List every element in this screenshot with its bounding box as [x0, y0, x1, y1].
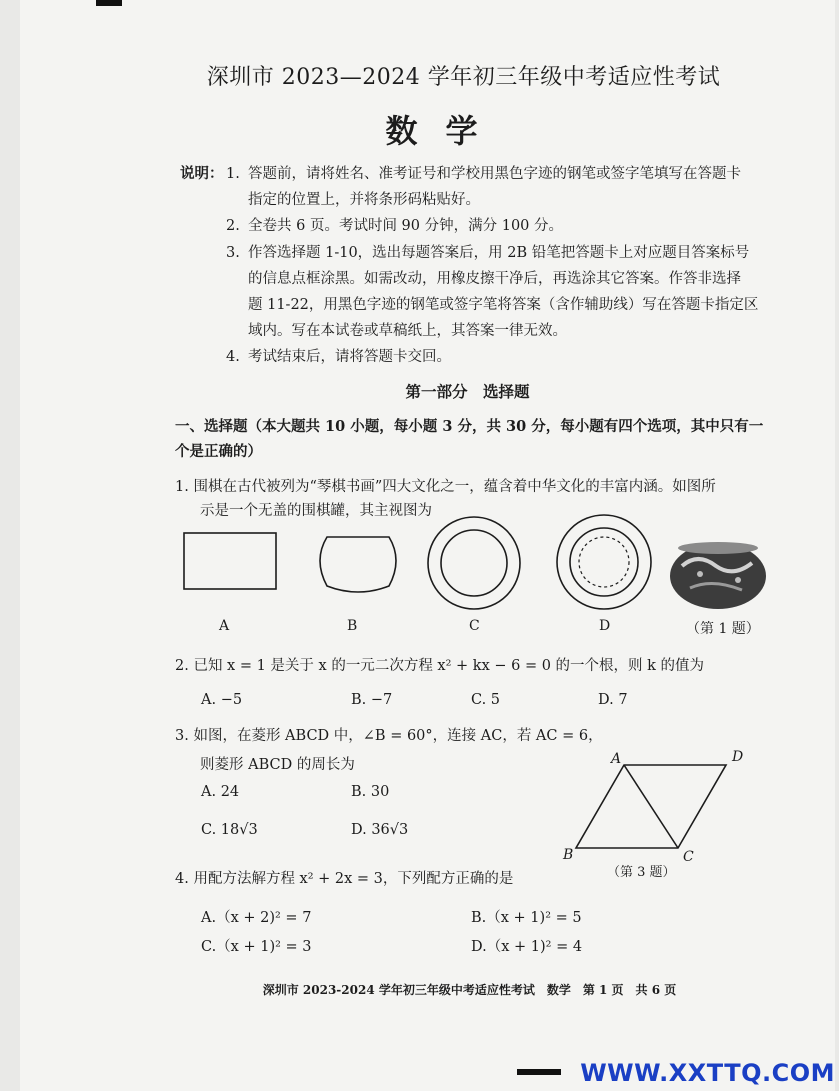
vertex-d-label: D: [732, 749, 744, 765]
instruction-line: 考试结束后，请将答题卡交回。: [248, 349, 451, 365]
q2-option-b: B. −7: [351, 692, 393, 708]
registration-mark-bottom: [517, 1069, 561, 1075]
subject-heading: 数学: [385, 112, 506, 150]
q3-option-d: D. 36√3: [351, 822, 409, 838]
instruction-line: 作答选择题 1-10，选出每题答案后，用 2B 铅笔把答题卡上对应题目答案标号: [248, 245, 750, 261]
page-footer: 深圳市 2023-2024 学年初三年级中考适应性考试 数学 第 1 页 共 6 页: [262, 983, 677, 997]
instruction-line: 答题前，请将姓名、准考证号和学校用黑色字迹的钢笔或签字笔填写在答题卡: [248, 166, 741, 182]
q3-caption: （第 3 题）: [607, 865, 676, 880]
q2-option-d: D. 7: [598, 692, 628, 708]
q1-option-b-label: B: [347, 618, 358, 634]
q3-option-c: C. 18√3: [201, 822, 258, 838]
q1-stem: 1. 围棋在古代被列为“琴棋书画”四大文化之一，蕴含着中华文化的丰富内涵。如图所: [175, 479, 716, 495]
exam-title: 深圳市 2023—2024 学年初三年级中考适应性考试: [206, 65, 721, 90]
q1-option-d-label: D: [599, 618, 611, 634]
q4-stem: 4. 用配方法解方程 x² + 2x = 3，下列配方正确的是: [175, 871, 514, 887]
q4-option-d: D.（x + 1)² = 4: [471, 939, 583, 955]
watermark: WWW.XXTTQ.COM: [580, 1059, 835, 1087]
vertex-c-label: C: [683, 849, 694, 865]
q4-option-c: C.（x + 1)² = 3: [201, 939, 312, 955]
q2-option-c: C. 5: [471, 692, 501, 708]
q4-option-a: A.（x + 2)² = 7: [201, 910, 312, 926]
q1-option-a-label: A: [219, 618, 230, 634]
instruction-line: 题 11-22，用黑色字迹的钢笔或签字笔将答案（含作辅助线）写在答题卡指定区: [248, 297, 759, 313]
q3-option-b: B. 30: [351, 784, 390, 800]
q1-option-c-label: C: [469, 618, 480, 634]
q3-stem-cont: 则菱形 ABCD 的周长为: [200, 757, 355, 773]
q4-option-b: B.（x + 1)² = 5: [471, 910, 582, 926]
q3-stem: 3. 如图，在菱形 ABCD 中，∠B = 60°，连接 AC，若 AC = 6，: [175, 728, 603, 744]
q1-caption: （第 1 题）: [686, 621, 760, 637]
instruction-line: 域内。写在本试卷或草稿纸上，其答案一律无效。: [248, 323, 567, 339]
instruction-number: 2.: [226, 218, 240, 234]
vertex-a-label: A: [611, 751, 622, 767]
q2-option-a: A. −5: [201, 692, 243, 708]
section-description-cont: 个是正确的）: [175, 443, 262, 460]
section-description: 一、选择题（本大题共 10 小题，每小题 3 分，共 30 分，每小题有四个选项，其中只有一: [175, 418, 764, 435]
instruction-number: 4.: [226, 349, 240, 365]
instruction-line: 全卷共 6 页。考试时间 90 分钟，满分 100 分。: [248, 218, 564, 234]
part-title: 第一部分 选择题: [405, 382, 530, 401]
vertex-b-label: B: [563, 847, 574, 863]
instruction-line: 指定的位置上，并将条形码粘贴好。: [248, 192, 480, 208]
instruction-number: 3.: [226, 245, 240, 261]
diagonal-ac: [624, 765, 678, 848]
instructions-label: 说明：: [180, 165, 224, 182]
q1-stem-cont: 示是一个无盖的围棋罐，其主视图为: [200, 503, 432, 519]
instruction-number: 1.: [226, 166, 240, 182]
instruction-line: 的信息点框涂黑。如需改动，用橡皮擦干净后，再选涂其它答案。作答非选择: [248, 271, 741, 287]
q3-option-a: A. 24: [201, 784, 240, 800]
q2-stem: 2. 已知 x = 1 是关于 x 的一元二次方程 x² + kx − 6 = 0 的一个根，则 k 的值为: [175, 658, 705, 674]
